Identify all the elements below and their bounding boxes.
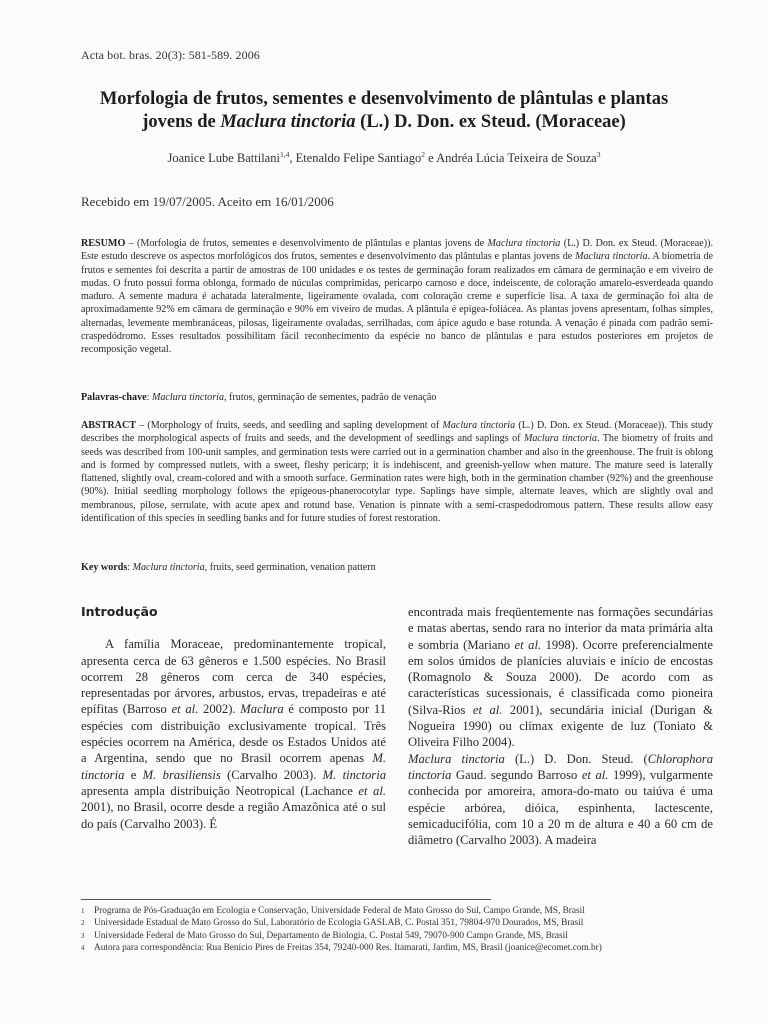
- intro-text-b: 2002).: [198, 702, 241, 717]
- right-paragraph-2: [408, 751, 713, 849]
- footnotes: [81, 905, 721, 955]
- abstract-species-1: Maclura tinctoria: [442, 420, 516, 431]
- footnote: [81, 930, 721, 942]
- intro-etal-2: et al.: [358, 783, 386, 798]
- intro-text-f: apresenta ampla distribuição Neotropical (Lachance: [81, 783, 359, 798]
- resumo-species-2: Maclura tinctoria: [575, 251, 648, 263]
- intro-text-c: é composto por 11 espécies com distribuição exclusivamente tropical. Três espécies ocorrem na América, desde os Estados Unidos até a Argentina, sendo que no Brasil ocorrem apenas: [81, 702, 387, 766]
- footnote: [81, 905, 721, 917]
- title-line-1: Morfologia de frutos, sementes e desenvolvimento de plântulas e plantas: [99, 89, 669, 109]
- footnote-text: Universidade Estadual de Mato Grosso do Sul, Laboratório de Ecologia GASLAB, C. Postal 351, 79804-970 Dourados, MS, Brasil: [94, 918, 584, 929]
- author-1-affiliation: 1,4: [279, 150, 290, 159]
- author-3-affiliation: 3: [596, 150, 601, 159]
- keywords-label: Key words: [81, 562, 128, 573]
- right-text-5: Gaud. segundo Barroso: [451, 767, 582, 782]
- intro-etal-1: et al.: [171, 702, 199, 717]
- intro-text-g: 2001), no Brasil, ocorre desde a região Amazônica até o sul do país (Carvalho 2003). É: [81, 800, 386, 831]
- palavras-label: Palavras-chave: [81, 392, 147, 403]
- abstract-species-2: Maclura tinctoria: [523, 433, 597, 445]
- intro-species-2: M. brasiliensis: [142, 767, 221, 782]
- resumo-label: RESUMO: [81, 238, 126, 249]
- right-etal-3: et al.: [581, 767, 609, 782]
- footnote-number: 3: [81, 931, 85, 940]
- title-line-2-pre: jovens de: [142, 112, 221, 132]
- author-list: [70, 150, 698, 166]
- palavras-terms: , frutos, germinação de sementes, padrão de venação: [224, 392, 437, 403]
- author-1: Joanice Lube Battilani: [167, 151, 280, 165]
- title-line-2-post: (L.) D. Don. ex Steud. (Moraceae): [355, 112, 626, 132]
- resumo-text-3: . A biometria de frutos e sementes foi descrita a partir de amostras de 100 unidades e os testes de germinação foram realizados em câmara de germinação e em viveiro de mudas. O fruto possui forma oblonga, formado de núculas comprimidas, pericarpo carnoso e doce, indeiscente, de coloração amarelo-esverdeada quando maduro. A semente madura é achatada lateralmente, ligeiramente ovalada, com coloração creme e superfície lisa. A taxa de germinação foi alta de aproximadamente 92% em câmara de germinação e 90% em viveiro de mudas. A plântula é epígea-foliácea. As plantas jovens apresentam, folhas simples, alternadas, levemente membranáceas, pilosas, ligeiramente ovaladas, serrilhadas, com ápice agudo e base rotunda. A venação é pinada com padrão semi-craspedódromo. Esses resultados possibilitam fácil reconhecimento da espécie no banco de plântulas e para estudos posteriores em projetos de recomposição vegetal.: [81, 251, 713, 356]
- footnote: [81, 942, 721, 954]
- resumo-text-2: (L.) D. Don. ex Steud. (Moraceae)). Este estudo descreve os aspectos morfológicos dos frutos, sementes e desenvolvimento das plântulas e plantas jovens de: [81, 238, 713, 263]
- right-paragraph-continued: [408, 604, 713, 751]
- author-2: , Etenaldo Felipe Santiago: [289, 151, 422, 165]
- intro-text-a: A família Moraceae, predominantemente tropical, apresenta cerca de 63 gêneros e 1.500 espécies. No Brasil ocorrem 28 gêneros com cerca de 340 espécies, representadas por árvores, arbustos, ervas, trepadeiras e até epífitas (Barroso: [81, 637, 386, 717]
- author-3: e Andréa Lúcia Teixeira de Souza: [425, 151, 597, 165]
- author-2-affiliation: 2: [421, 150, 425, 159]
- key-words: [81, 561, 713, 574]
- right-text-6: 1999), vulgarmente conhecida por amoreira, amora-do-mato ou taiúva é uma espécie arbórea, dióica, espinhenta, lactescente, semicaducifólia, com 10 a 20 m de altura e 40 a 60 cm de diâmetro (Carvalho 2003). A madeira: [408, 767, 713, 848]
- resumo-species-1: Maclura tinctoria: [487, 238, 561, 249]
- right-etal-1: et al.: [514, 637, 542, 652]
- keywords-sep: :: [127, 562, 133, 573]
- abstract-label: ABSTRACT: [81, 420, 136, 431]
- right-text-4: (L.) D. Don. Steud. (: [504, 751, 648, 766]
- left-column: [81, 604, 386, 832]
- footnote-number: 4: [81, 944, 85, 953]
- intro-paragraph-1: [81, 636, 386, 832]
- right-text-1: encontrada mais freqüentemente nas formações secundárias e matas abertas, sendo rara no interior da mata primária alta e sombria (Mariano: [408, 605, 713, 652]
- abstract-text-1: – (Morphology of fruits, seeds, and seedling and sapling development of: [135, 420, 443, 431]
- abstract-text-2: (L.) D. Don. ex Steud. (Moraceae)). This study describes the morphological aspects of fruits and seeds, and the development of seedlings and saplings of: [81, 420, 713, 445]
- intro-species-1: M. tinctoria: [81, 751, 386, 782]
- intro-species-3: M. tinctoria: [322, 767, 386, 782]
- resumo-paragraph: [81, 237, 713, 357]
- footnote-text: Universidade Federal de Mato Grosso do Sul, Departamento de Biologia, C. Postal 549, 79070-900 Campo Grande, MS, Brasil: [94, 930, 568, 941]
- footnote: [81, 917, 721, 929]
- right-species-2: Chlorophora tinctoria: [408, 751, 713, 782]
- right-column: [408, 604, 713, 848]
- palavras-species: Maclura tinctoria: [151, 392, 224, 403]
- palavras-chave: [81, 391, 713, 404]
- resumo-text-1: – (Morfologia de frutos, sementes e desenvolvimento de plântulas e plantas jovens de: [125, 238, 488, 249]
- footnote-text: Programa de Pós-Graduação em Ecologia e Conservação, Universidade Federal de Mato Grosso do Sul, Campo Grande, MS, Brasil: [94, 906, 585, 916]
- footnote-number: 2: [81, 919, 85, 928]
- right-etal-2: et al.: [472, 702, 503, 717]
- received-dates: Recebido em 19/07/2005. Aceito em 16/01/2006: [81, 194, 334, 209]
- article-title: [70, 88, 698, 134]
- right-text-2: 1998). Ocorre preferencialmente em solos úmidos de planícies aluviais e início de encostas (Romagnolo & Souza 2000). De acordo com as características sucessionais, é classificada como pioneira (Silva-Rios: [408, 637, 713, 717]
- palavras-sep: :: [146, 392, 152, 403]
- right-species-1: Maclura tinctoria: [408, 751, 505, 766]
- intro-genus: Maclura: [240, 702, 284, 717]
- abstract-paragraph: [81, 419, 713, 525]
- right-text-3: 2001), secundária inicial (Durigan & Nogueira 1990) ou clímax exigente de luz (Toniato & Oliveira Filho 2004).: [408, 702, 713, 750]
- keywords-species: Maclura tinctoria: [132, 562, 205, 573]
- intro-text-d: e: [124, 767, 143, 782]
- keywords-terms: , fruits, seed germination, venation pattern: [204, 562, 376, 573]
- journal-reference: Acta bot. bras. 20(3): 581-589. 2006: [81, 48, 260, 62]
- footnote-divider: [81, 899, 491, 900]
- abstract-text-3: . The biometry of fruits and seeds was described from 100-unit samples, and germination tests were carried out in a germination chamber and also in the greenhouse. The fruit is oblong and is formed by compressed nutlets, with a sweet, fleshy pericarp; it is indehiscent, and greenish-yellow when mature. The mature seed is laterally flattened, slightly oval, cream-colored and with a smooth surface. Germination rates were high, both in the germination chamber (92%) and the greenhouse (90%). Initial seedling morphology follows the epigeous-phanerocotylar type. Saplings have simple, alternate leaves, which are slightly oval and membranous, pilose, serrulate, with acute apex and rotund base. Venation is pinnate with a semi-craspedodromous pattern. These results allow easy identification of this species in seedling banks and for future studies of forest restoration.: [81, 433, 713, 525]
- title-species: Maclura tinctoria: [220, 112, 356, 132]
- footnote-text: Autora para correspondência: Rua Benício Pires de Freitas 354, 79240-000 Res. Itamarati, Jardim, MS, Brasil (joanice@ecomet.com.br): [94, 943, 602, 954]
- section-heading-introducao: Introdução: [81, 604, 158, 619]
- footnote-number: 1: [81, 907, 85, 915]
- intro-text-e: (Carvalho 2003).: [220, 767, 323, 782]
